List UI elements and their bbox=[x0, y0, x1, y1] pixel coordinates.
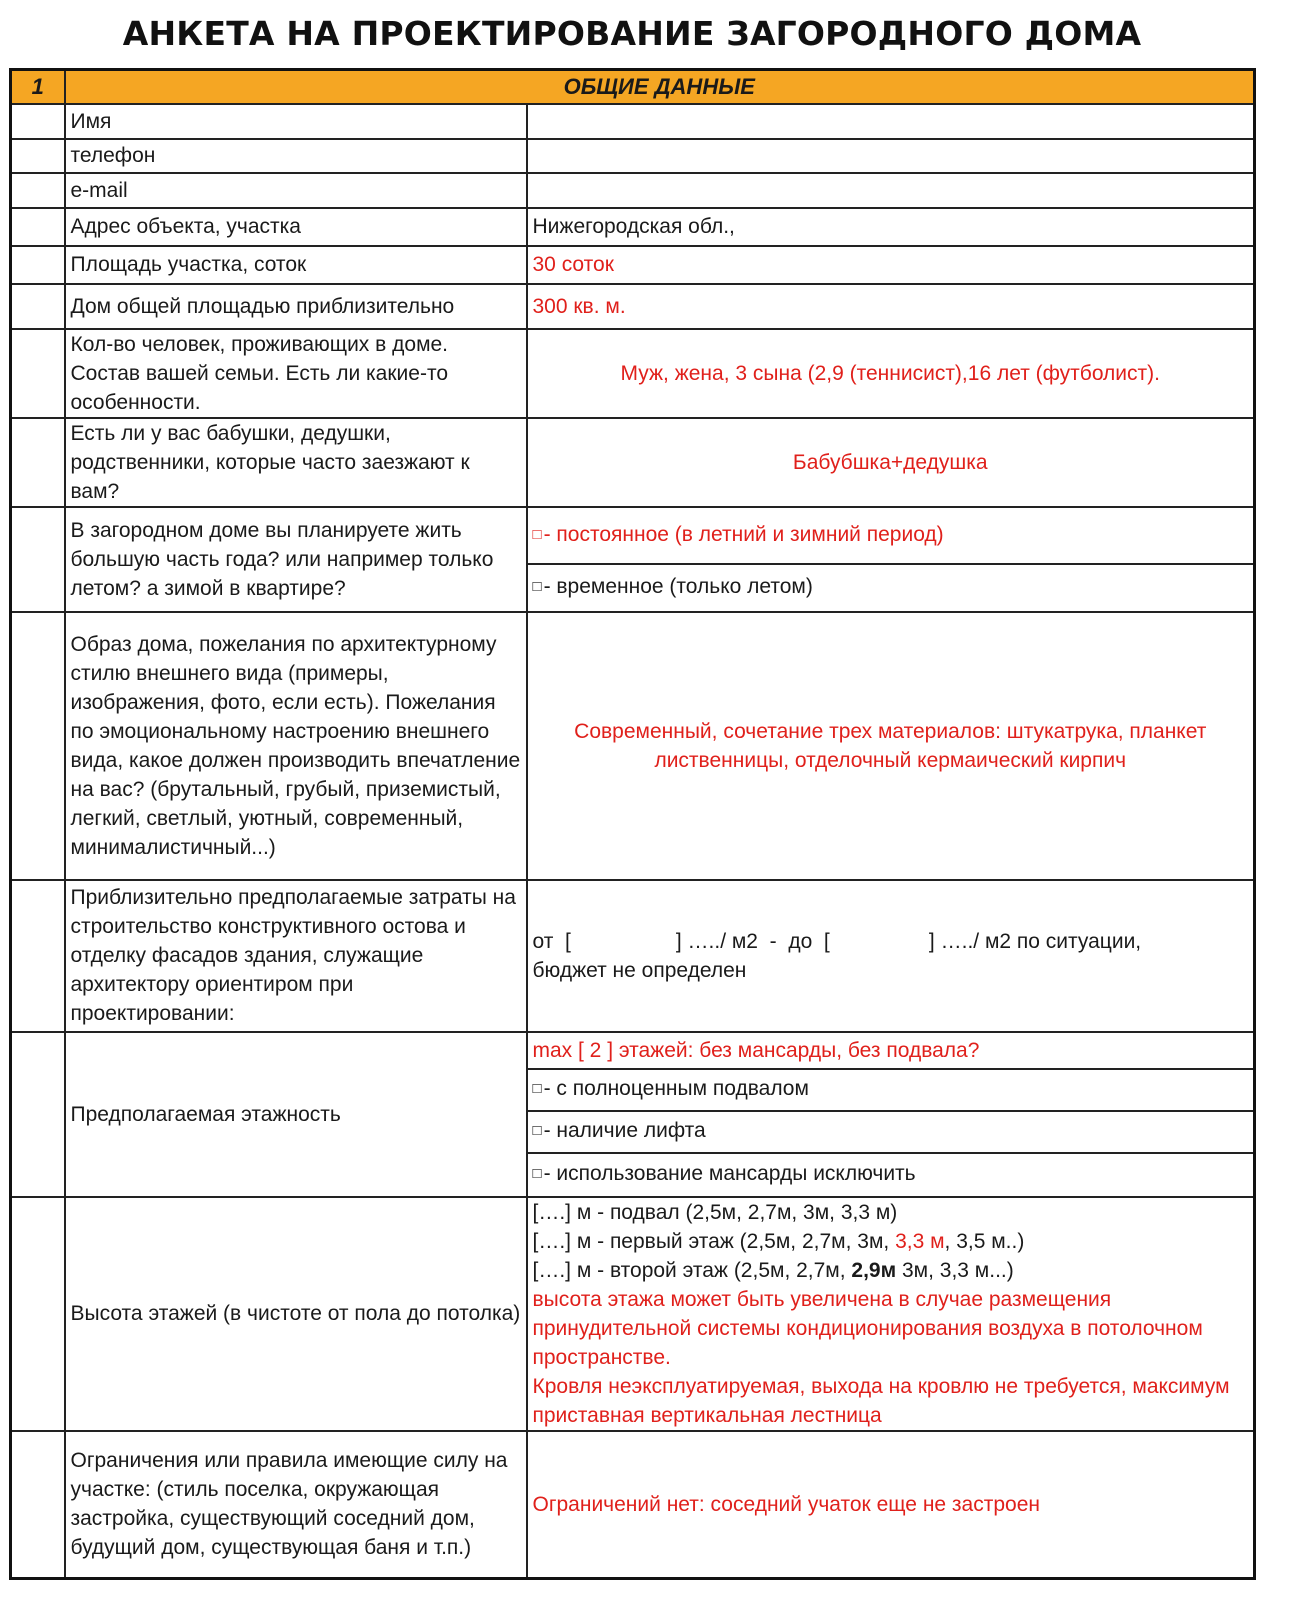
form-title: АНКЕТА НА ПРОЕКТИРОВАНИЕ ЗАГОРОДНОГО ДОМА bbox=[122, 14, 1142, 53]
restrictions-label: Ограничения или правила имеющие силу на участке: (стиль поселка, окружающая застройка, существующий соседний дом, будущий дом, существующая баня и т.п.) bbox=[65, 1431, 527, 1579]
section-number: 1 bbox=[11, 70, 65, 104]
row-floors bbox=[11, 1032, 1255, 1069]
row-plot-area bbox=[11, 246, 1255, 284]
row-address bbox=[11, 208, 1255, 246]
restrictions-value[interactable]: Ограничений нет: соседний учаток еще не застроен bbox=[527, 1431, 1255, 1579]
house-area-label: Дом общей площадью приблизительно bbox=[65, 284, 527, 329]
family-value[interactable]: Муж, жена, 3 сына (2,9 (теннисист),16 лет (футболист). bbox=[527, 329, 1255, 418]
row-restrictions bbox=[11, 1431, 1255, 1579]
relatives-label: Есть ли у вас бабушки, дедушки, родственники, которые часто заезжают к вам? bbox=[65, 418, 527, 507]
row-name bbox=[11, 104, 1255, 139]
row-house-area bbox=[11, 284, 1255, 329]
floors-label: Предполагаемая этажность bbox=[65, 1032, 527, 1197]
checkbox-icon: □ bbox=[532, 1080, 542, 1097]
house-area-value[interactable]: 300 кв. м. bbox=[527, 284, 1255, 329]
address-value[interactable]: Нижегородская обл., bbox=[527, 208, 1255, 246]
row-family bbox=[11, 329, 1255, 418]
plot-area-value[interactable]: 30 соток bbox=[527, 246, 1255, 284]
height-first-floor: [….] м - первый этаж (2,5м, 2,7м, 3м, 3,3 м, 3,5 м..) bbox=[532, 1229, 1025, 1253]
residence-label: В загородном доме вы планируете жить большую часть года? или например только летом? а зимой в квартире? bbox=[65, 507, 527, 612]
budget-note: бюджет не определен bbox=[532, 958, 747, 982]
row-relatives bbox=[11, 418, 1255, 507]
floors-max-value[interactable]: max [ 2 ] этажей: без мансарды, без подвала? bbox=[527, 1032, 1255, 1069]
height-second-floor: [….] м - второй этаж (2,5м, 2,7м, 2,9м 3м, 3,3 м...) bbox=[532, 1258, 1014, 1282]
style-value[interactable]: Современный, сочетание трех материалов: штукатрука, планкет лиственницы, отделочный кермаический кирпич bbox=[527, 612, 1255, 880]
questionnaire-table bbox=[9, 68, 1256, 1580]
residence-option-temporary[interactable]: □- временное (только летом) bbox=[527, 564, 1255, 612]
row-residence bbox=[11, 507, 1255, 564]
row-budget bbox=[11, 880, 1255, 1032]
plot-area-label: Площадь участка, соток bbox=[65, 246, 527, 284]
relatives-value[interactable]: Бабубшка+дедушка bbox=[527, 418, 1255, 507]
heights-value[interactable] bbox=[527, 1197, 1255, 1431]
floors-option-elevator[interactable]: □- наличие лифта bbox=[527, 1111, 1255, 1153]
email-field[interactable] bbox=[527, 173, 1255, 208]
phone-label: телефон bbox=[65, 139, 527, 173]
row-email bbox=[11, 173, 1255, 208]
style-label: Образ дома, пожелания по архитектурному стилю внешнего вида (примеры, изображения, фото, если есть). Пожелания по эмоциональному настроению внешнего вида, какое должен производить впечатление на вас? (брутальный, грубый, приземистый, легкий, светлый, уютный, современный, минималистичный...) bbox=[65, 612, 527, 880]
budget-range: от [ ] …../ м2 - до [ ] …../ м2 по ситуации, bbox=[532, 929, 1142, 953]
family-label: Кол-во человек, проживающих в доме. Состав вашей семьи. Есть ли какие-то особенности. bbox=[65, 329, 527, 418]
floors-option-basement[interactable]: □- с полноценным подвалом bbox=[527, 1069, 1255, 1111]
height-note-roof: Кровля неэксплуатируемая, выхода на кровлю не требуется, максимум приставная вертикальная лестница bbox=[532, 1374, 1230, 1427]
residence-option-permanent[interactable]: □- постоянное (в летний и зимний период) bbox=[527, 507, 1255, 564]
budget-label: Приблизительно предполагаемые затраты на строительство конструктивного остова и отделку фасадов здания, служащие архитектору ориентиром при проектировании: bbox=[65, 880, 527, 1032]
email-label: e-mail bbox=[65, 173, 527, 208]
heights-label: Высота этажей (в чистоте от пола до потолка) bbox=[65, 1197, 527, 1431]
budget-value[interactable] bbox=[527, 880, 1255, 1032]
height-note-ventilation: высота этажа может быть увеличена в случае размещения принудительной системы кондиционирования воздуха в потолочном пространстве. bbox=[532, 1287, 1203, 1369]
section-header bbox=[11, 70, 1255, 104]
name-field[interactable] bbox=[527, 104, 1255, 139]
floors-option-attic[interactable]: □- использование мансарды исключить bbox=[527, 1153, 1255, 1197]
checkbox-icon: □ bbox=[532, 525, 542, 543]
checkbox-icon: □ bbox=[532, 1165, 542, 1182]
name-label: Имя bbox=[65, 104, 527, 139]
row-heights bbox=[11, 1197, 1255, 1431]
phone-field[interactable] bbox=[527, 139, 1255, 173]
address-label: Адрес объекта, участка bbox=[65, 208, 527, 246]
row-phone bbox=[11, 139, 1255, 173]
checkbox-icon: □ bbox=[532, 578, 542, 595]
checkbox-icon: □ bbox=[532, 1122, 542, 1139]
height-basement: [….] м - подвал (2,5м, 2,7м, 3м, 3,3 м) bbox=[532, 1200, 898, 1224]
row-style bbox=[11, 612, 1255, 880]
section-title: ОБЩИЕ ДАННЫЕ bbox=[65, 70, 1255, 104]
